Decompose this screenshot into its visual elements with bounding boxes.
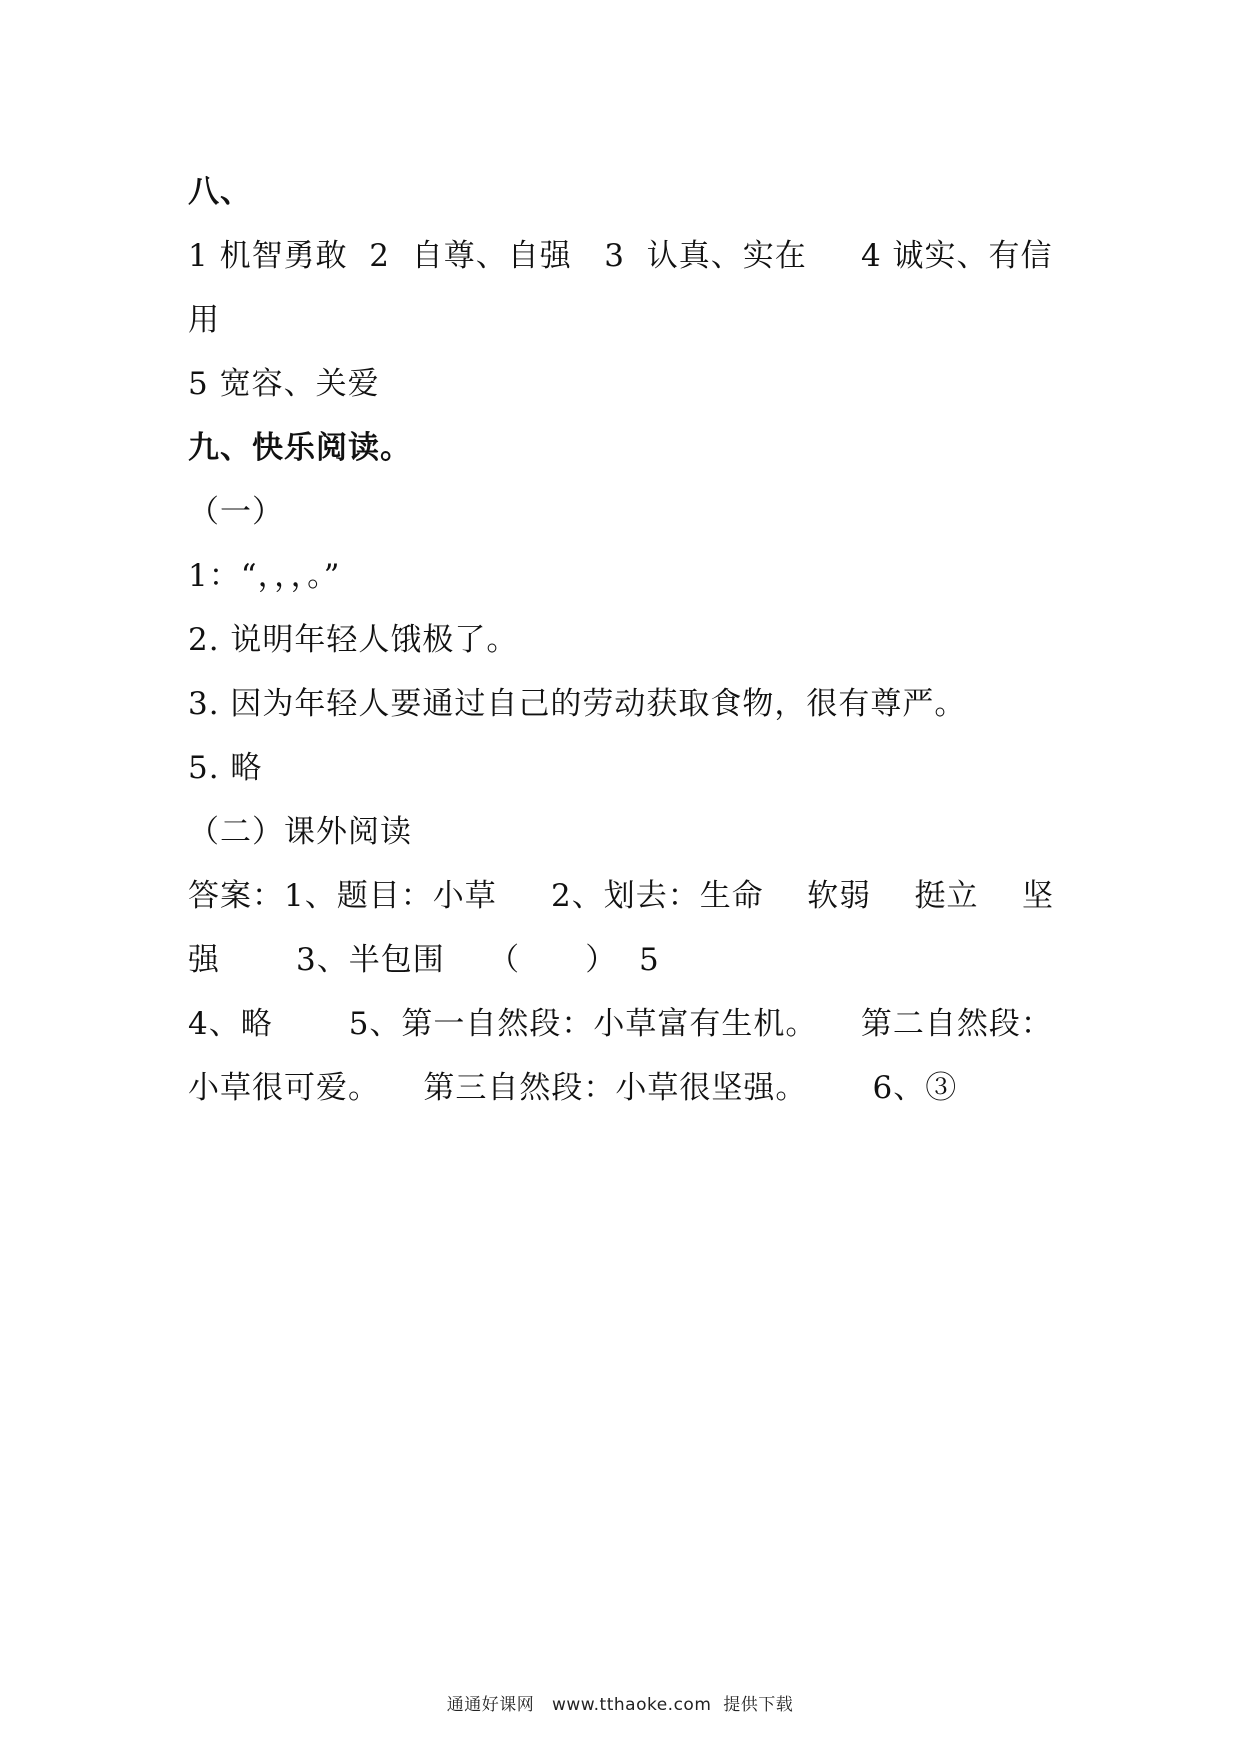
part-1-answer-1: 1：“，，，。” <box>188 558 341 594</box>
part-1-answer-3: 3. 因为年轻人要通过自己的劳动获取食物，很有尊严。 <box>188 686 967 722</box>
section-8-answer-line: 5 宽容、关爱 <box>188 366 380 402</box>
section-9-heading: 九、快乐阅读。 <box>188 430 412 466</box>
section-8-answer-line: 1 机智勇敢 2 自尊、自强 3 认真、实在 4 诚实、有信 <box>188 238 1053 274</box>
part-1-answer-5: 5. 略 <box>188 750 263 786</box>
section-8-answer-line: 用 <box>188 302 220 338</box>
part-2-heading: （二）课外阅读 <box>188 814 412 850</box>
answer-content <box>188 160 1058 1120</box>
part-1-heading: （一） <box>188 494 284 530</box>
part-2-answer-line: 强 3、半包围 （ ） 5 <box>188 942 660 978</box>
part-2-answer-line: 答案：1、题目：小草 2、划去：生命 软弱 挺立 坚 <box>188 878 1054 914</box>
footer-credit: 通通好课网 www.tthaoke.com 提供下载 <box>446 1695 794 1715</box>
part-1-answer-2: 2. 说明年轻人饿极了。 <box>188 622 519 658</box>
section-8-heading: 八、 <box>188 174 252 210</box>
part-2-answer-line: 4、略 5、第一自然段：小草富有生机。 第二自然段： <box>188 1006 1053 1042</box>
part-2-answer-line: 小草很可爱。 第三自然段：小草很坚强。 6、③ <box>188 1070 958 1106</box>
